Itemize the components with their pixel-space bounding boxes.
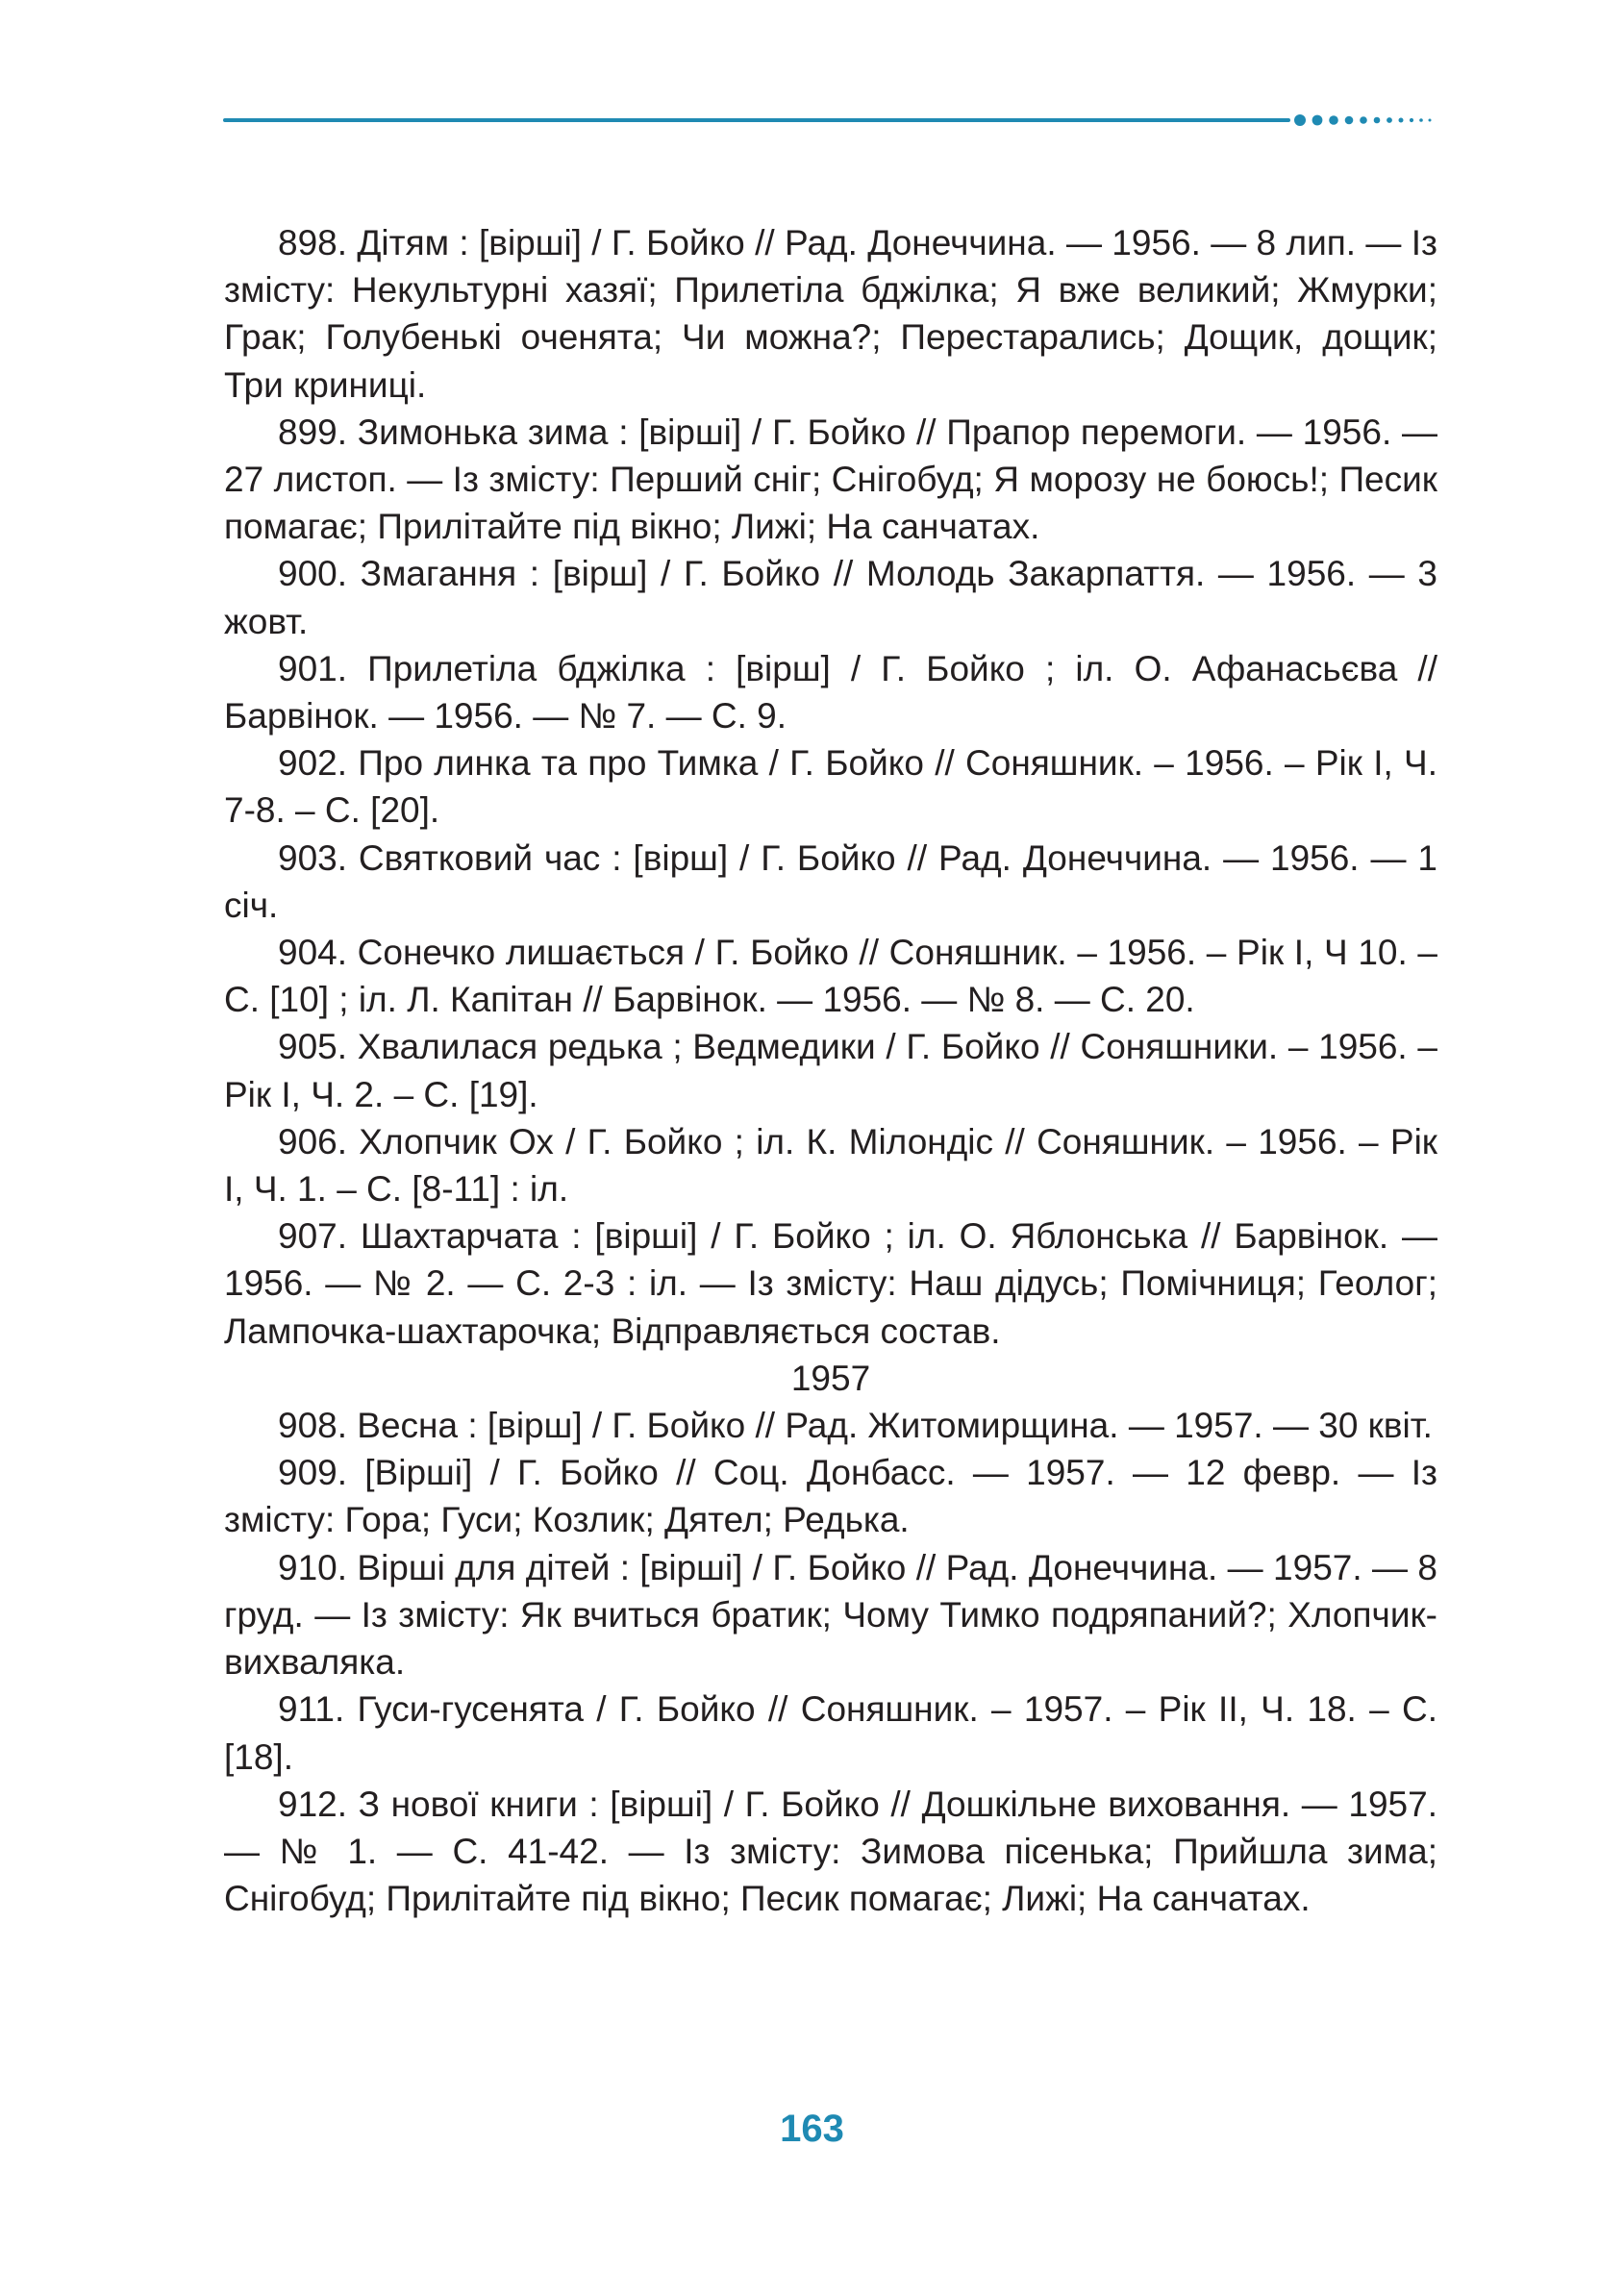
- bibliography-entry-912: 912. З нової книги : [вірші] / Г. Бойко // Дошкільне виховання. — 1957. — № 1. — С. 41-42. — Із змісту: Зимова пісенька; Прийшла зима; Снігобуд; Прилітайте під вікно; Песик помагає; Лижі; На санчатах.: [224, 1784, 1437, 1919]
- bibliography-content: [224, 219, 1437, 1922]
- header-dots-ornament: [1293, 113, 1437, 127]
- bibliography-entry-898: 898. Дітям : [вірші] / Г. Бойко // Рад. Донеччина. — 1956. — 8 лип. — Із змісту: Некультурні хазяї; Прилетіла бджілка; Я вже великий; Жмурки; Грак; Голубенькі оченята; Чи можна?; Перестарались; Дощик, дощик; Три криниці.: [224, 223, 1437, 405]
- bibliography-entry-906: 906. Хлопчик Ох / Г. Бойко ; іл. К. Мілондіс // Соняшник. – 1956. – Рік І, Ч. 1. – С. [8-11] : іл.: [224, 1121, 1437, 1210]
- year-heading: 1957: [790, 1358, 871, 1398]
- bibliography-entry-908: 908. Весна : [вірш] / Г. Бойко // Рад. Житомирщина. — 1957. — 30 квіт.: [278, 1406, 1433, 1446]
- bibliography-entry-902: 902. Про линка та про Тимка / Г. Бойко // Соняшник. – 1956. – Рік І, Ч. 7-8. – С. [20].: [224, 743, 1437, 831]
- bibliography-entry-910: 910. Вірші для дітей : [вірші] / Г. Бойко // Рад. Донеччина. — 1957. — 8 груд. — Із змісту: Як вчиться братик; Чому Тимко подряпаний?; Хлопчик-вихваляка.: [224, 1547, 1437, 1683]
- bibliography-entry-900: 900. Змагання : [вірш] / Г. Бойко // Молодь Закарпаття. — 1956. — 3 жовт.: [224, 554, 1437, 641]
- bibliography-entry-905: 905. Хвалилася редька ; Ведмедики / Г. Бойко // Соняшники. – 1956. – Рік І, Ч. 2. – С. [19].: [224, 1027, 1437, 1114]
- bibliography-entry-904: 904. Сонечко лишається / Г. Бойко // Соняшник. – 1956. – Рік І, Ч 10. – С. [10] ; іл. Л. Капітан // Барвінок. — 1956. — № 8. — С. 20.: [224, 933, 1437, 1020]
- page-number: 163: [780, 2108, 844, 2150]
- bibliography-entry-909: 909. [Вірші] / Г. Бойко // Соц. Донбасс. — 1957. — 12 февр. — Із змісту: Гора; Гуси; Козлик; Дятел; Редька.: [224, 1453, 1437, 1540]
- bibliography-entry-899: 899. Зимонька зима : [вірші] / Г. Бойко // Прапор перемоги. — 1956. — 27 листоп. — Із змісту: Перший сніг; Снігобуд; Я морозу не боюсь!; Песик помагає; Прилітайте під вікно; Лижі; На санчатах.: [224, 412, 1437, 547]
- header-rule: [223, 118, 1290, 122]
- bibliography-entry-907: 907. Шахтарчата : [вірші] / Г. Бойко ; іл. О. Яблонська // Барвінок. — 1956. — № 2. — С. 2-3 : іл. — Із змісту: Наш дідусь; Помічниця; Геолог; Лампочка-шахтарочка; Відправляється состав.: [224, 1216, 1437, 1351]
- bibliography-entry-911: 911. Гуси-гусенята / Г. Бойко // Соняшник. – 1957. – Рік ІІ, Ч. 18. – С. [18].: [224, 1689, 1437, 1777]
- bibliography-entry-901: 901. Прилетіла бджілка : [вірш] / Г. Бойко ; іл. О. Афанасьєва // Барвінок. — 1956. — № 7. — С. 9.: [224, 648, 1437, 737]
- bibliography-entry-903: 903. Святковий час : [вірш] / Г. Бойко // Рад. Донеччина. — 1956. — 1 січ.: [224, 837, 1437, 925]
